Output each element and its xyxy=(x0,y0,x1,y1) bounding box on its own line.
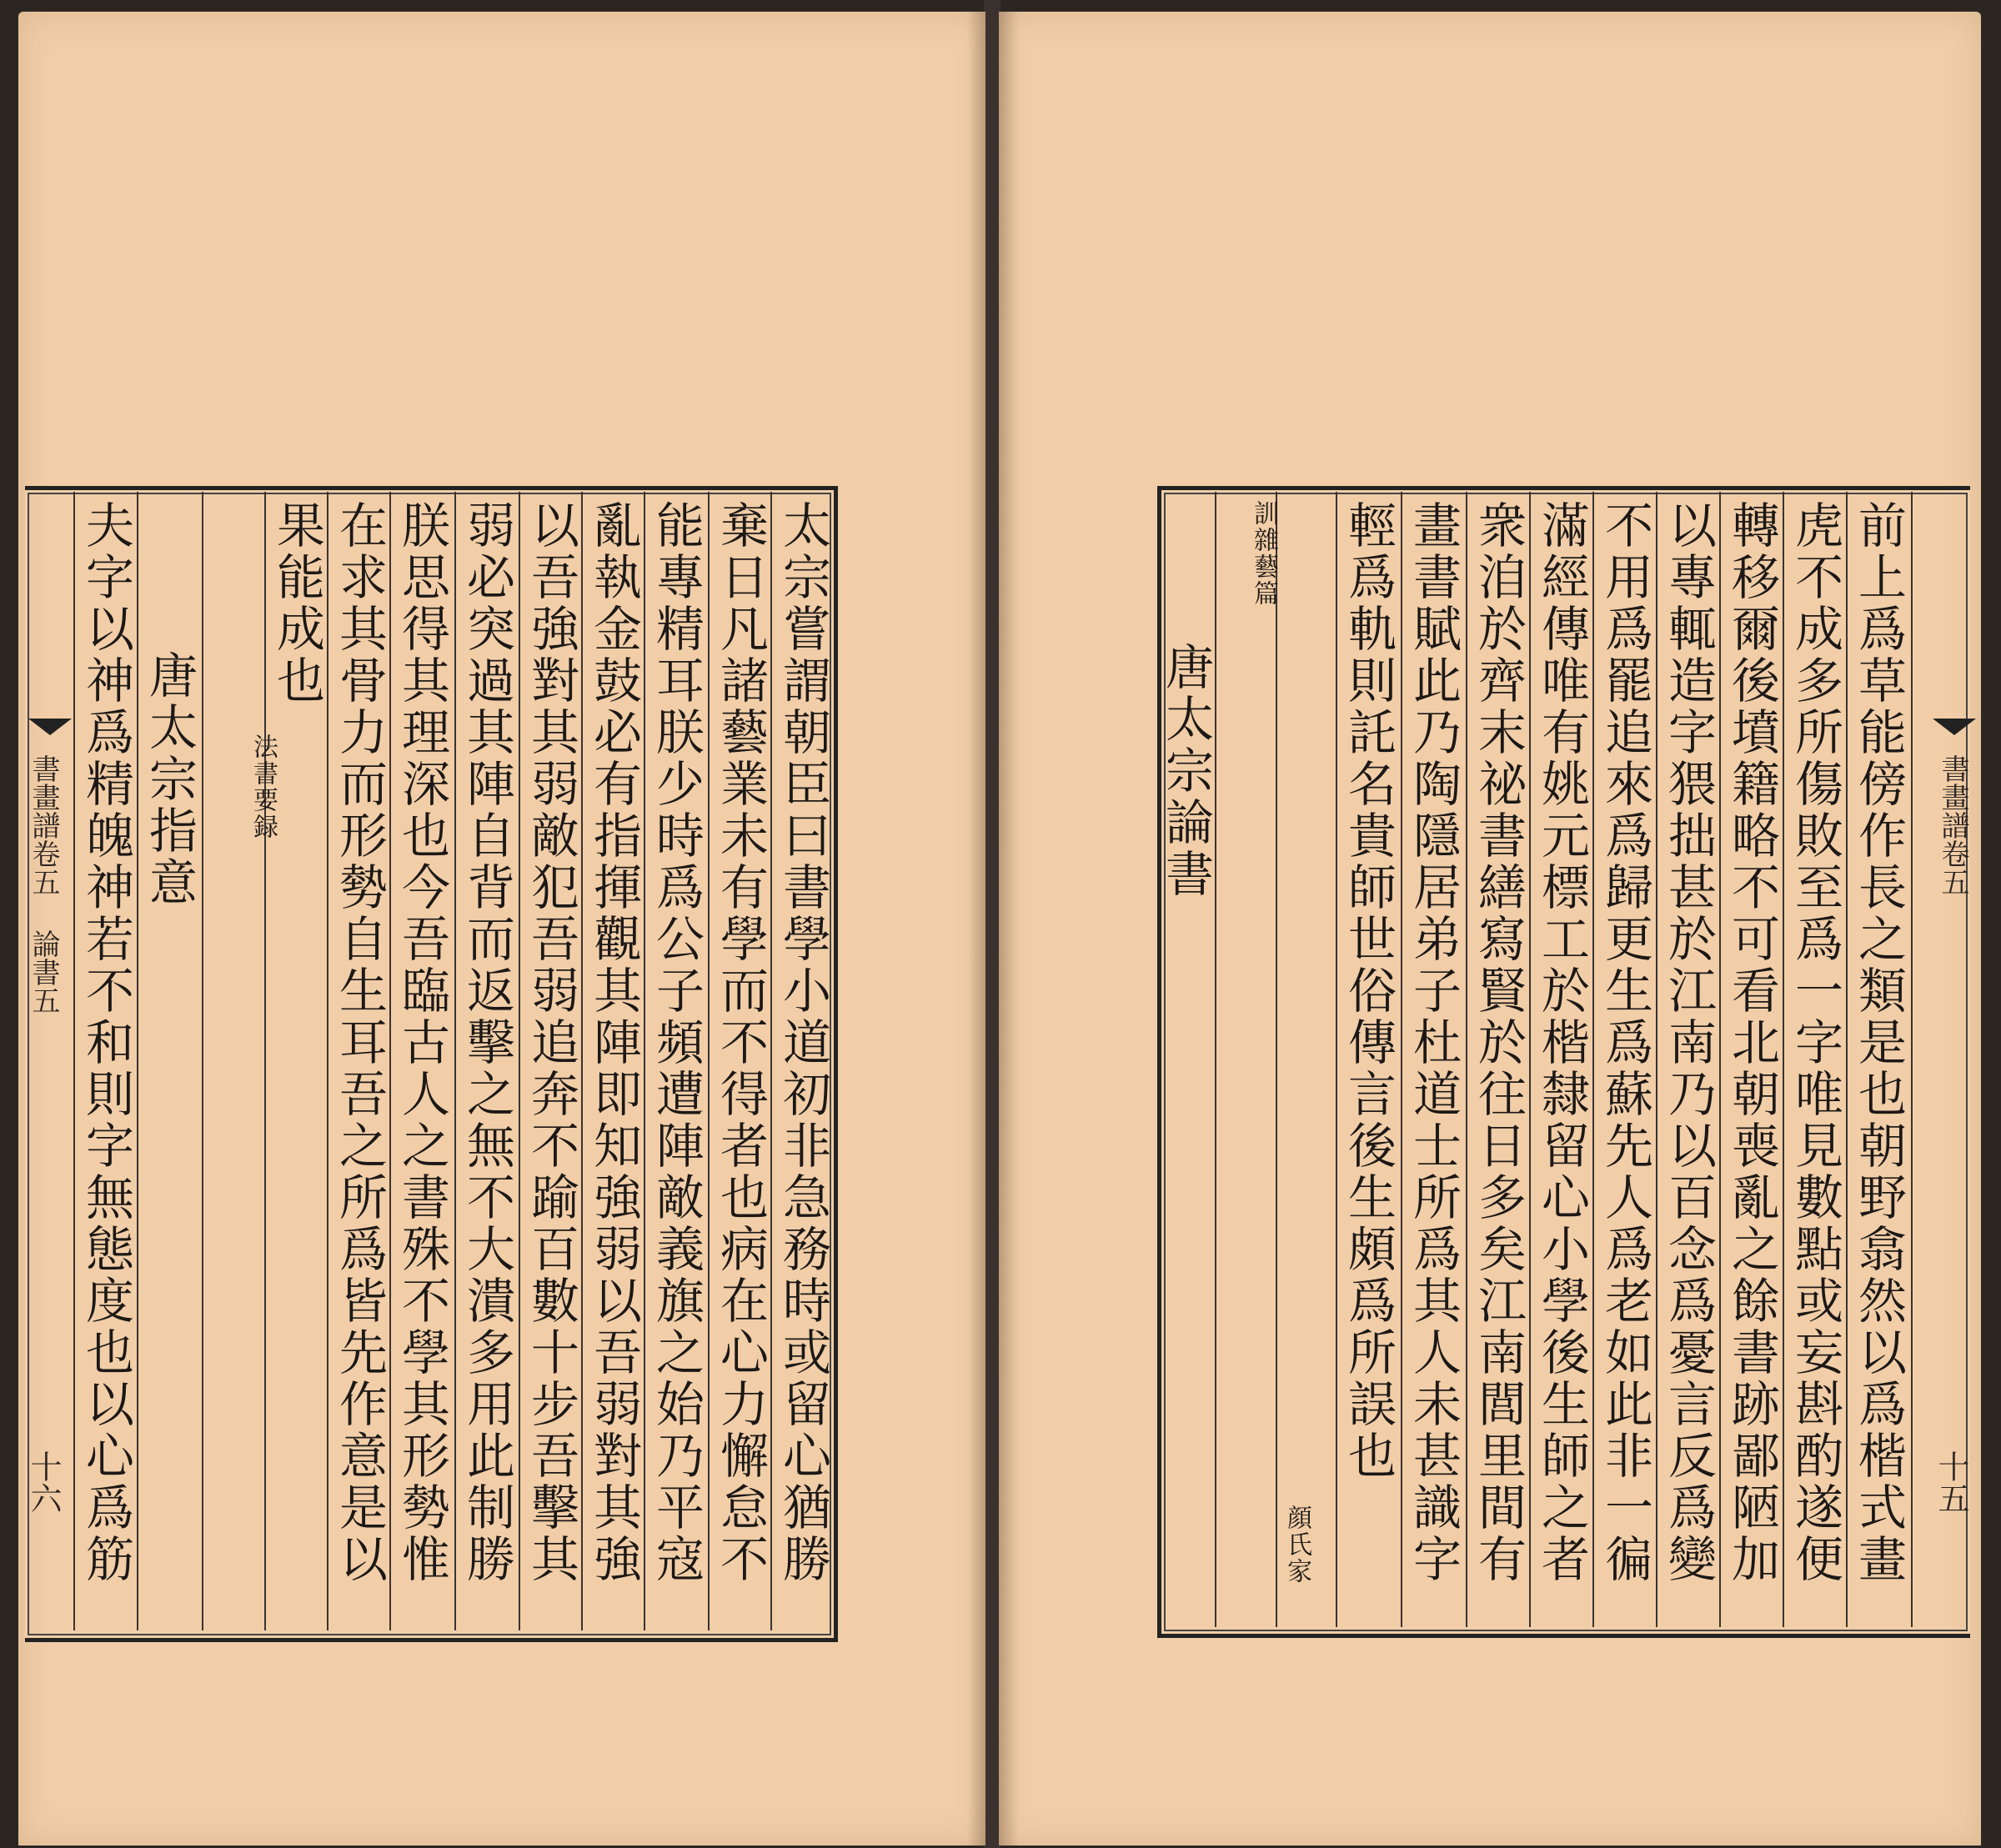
text-column: 畫書賦此乃陶隱居弟子杜道士所爲其人未甚識字 xyxy=(1405,500,1462,1585)
text-column: 亂執金鼓必有指揮觀其陣即知強弱以吾弱對其強 xyxy=(585,500,642,1585)
text-column: 轉移爾後墳籍略不可看北朝喪亂之餘書跡鄙陋加 xyxy=(1723,500,1780,1585)
text-column: 不用爲罷追來爲歸更生爲蘇先人爲老如此非一徧 xyxy=(1597,500,1653,1585)
source-citation-part2: 訓雜藝篇 xyxy=(1249,500,1278,607)
text-column: 朕思得其理深也今吾臨古人之書殊不學其形勢惟 xyxy=(394,500,450,1585)
text-column: 衆洎於齊末祕書繕寫賢於往日多矣江南閭里間有 xyxy=(1470,500,1527,1585)
text-column: 能專精耳朕少時爲公子頻遭陣敵義旗之始乃平寇 xyxy=(648,500,705,1585)
right-margin-label: 書畫譜卷五 xyxy=(1936,754,1969,896)
text-column: 以吾強對其弱敵犯吾弱追奔不踰百數十步吾擊其 xyxy=(523,500,579,1585)
fishtail-mark-right xyxy=(1933,719,1976,735)
text-column: 虎不成多所傷敗至爲一字唯見數點或妄斟酌遂便 xyxy=(1787,500,1843,1585)
fishtail-mark-left xyxy=(28,719,72,735)
text-column: 太宗嘗謂朝臣曰書學小道初非急務時或留心猶勝 xyxy=(775,500,831,1585)
column-rule xyxy=(1911,492,1913,1627)
book-gutter xyxy=(984,0,1000,1848)
text-column: 輕爲軌則託名貴師世俗傳言後生頗爲所誤也 xyxy=(1340,500,1397,1482)
left-page-fold-shadow xyxy=(967,12,985,1845)
section-title: 唐太宗指意 xyxy=(141,650,198,909)
source-citation: 法書要録 xyxy=(248,734,278,840)
text-column: 以專輒造字猥拙甚於江南乃以百念爲憂言反爲變 xyxy=(1660,500,1717,1585)
text-column: 夫字以神爲精魄神若不和則字無態度也以心爲筋 xyxy=(78,500,134,1585)
left-folio-number: 十六 xyxy=(25,1450,62,1514)
right-folio-number: 十五 xyxy=(1933,1450,1969,1514)
section-title: 唐太宗論書 xyxy=(1157,642,1214,900)
source-citation-part1: 顔氏家 xyxy=(1282,1505,1311,1585)
text-column: 滿經傳唯有姚元標工於楷隸留心小學後生師之者 xyxy=(1533,500,1590,1585)
right-page-fold-shadow xyxy=(999,12,1019,1845)
text-column: 棄日凡諸藝業未有學而不得者也病在心力懈怠不 xyxy=(712,500,769,1585)
text-column: 在求其骨力而形勢自生耳吾之所爲皆先作意是以 xyxy=(331,500,388,1585)
text-column: 弱必突過其陣自背而返擊之無不大潰多用此制勝 xyxy=(459,500,515,1585)
left-margin-label: 書畫譜卷五 論書五 xyxy=(27,754,60,1014)
text-column: 果能成也 xyxy=(268,500,325,707)
column-rule xyxy=(202,492,203,1630)
text-column: 前上爲草能傍作長之類是也朝野翕然以爲楷式畫 xyxy=(1850,500,1907,1585)
column-rule xyxy=(1276,492,1277,1627)
